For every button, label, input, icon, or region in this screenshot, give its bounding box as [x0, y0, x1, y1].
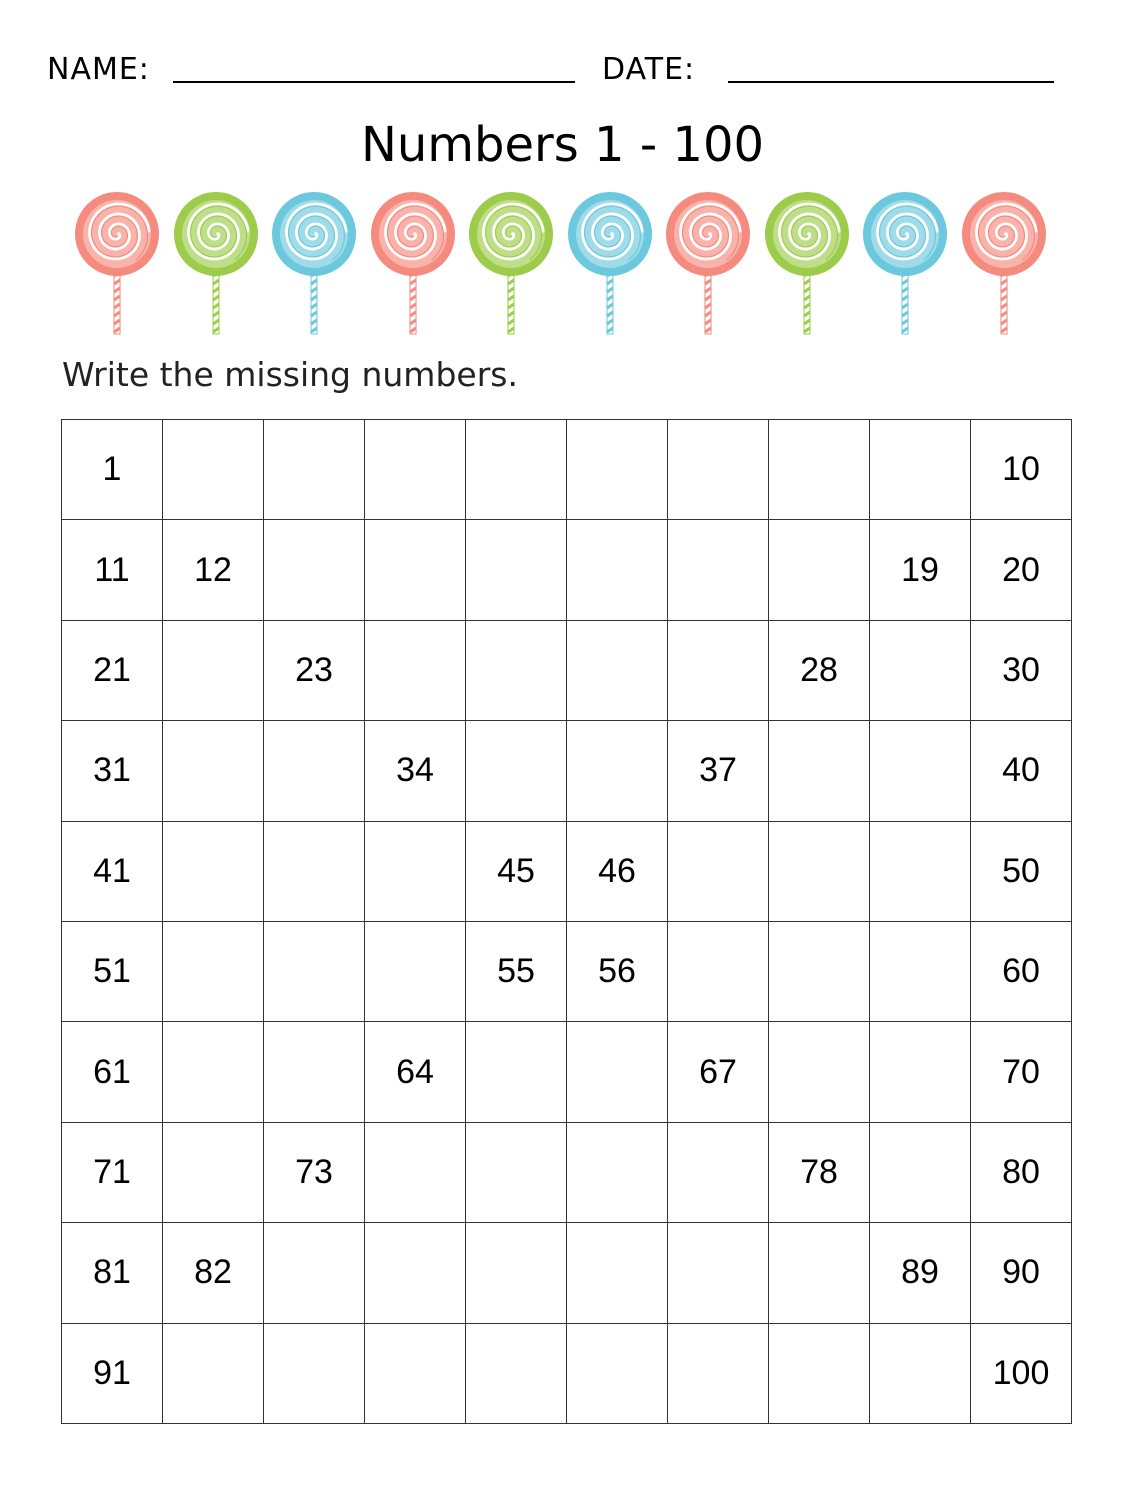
- grid-row: [62, 1122, 1072, 1222]
- grid-cell-blank[interactable]: [769, 520, 870, 620]
- grid-cell-number: 81: [62, 1223, 163, 1323]
- grid-row: [62, 921, 1072, 1021]
- grid-cell-blank[interactable]: [365, 1223, 466, 1323]
- grid-cell-blank[interactable]: [466, 620, 567, 720]
- grid-cell-blank[interactable]: [365, 821, 466, 921]
- grid-cell-blank[interactable]: [365, 520, 466, 620]
- grid-cell-number: 71: [62, 1122, 163, 1222]
- grid-cell-number: 34: [365, 721, 466, 821]
- grid-cell-number: 100: [971, 1323, 1072, 1423]
- grid-cell-blank[interactable]: [365, 420, 466, 520]
- grid-cell-blank[interactable]: [163, 1022, 264, 1122]
- date-field-line[interactable]: [728, 81, 1054, 83]
- lollipop-icon: [862, 190, 948, 336]
- grid-cell-blank[interactable]: [668, 1323, 769, 1423]
- grid-cell-blank[interactable]: [668, 921, 769, 1021]
- grid-cell-number: 40: [971, 721, 1072, 821]
- grid-cell-blank[interactable]: [264, 921, 365, 1021]
- lollipop-icon: [468, 190, 554, 336]
- grid-cell-blank[interactable]: [668, 821, 769, 921]
- page-title: Numbers 1 - 100: [360, 117, 765, 173]
- grid-cell-blank[interactable]: [365, 1323, 466, 1423]
- grid-cell-blank[interactable]: [769, 420, 870, 520]
- grid-cell-number: 55: [466, 921, 567, 1021]
- grid-cell-blank[interactable]: [365, 620, 466, 720]
- instruction-text: Write the missing numbers.: [62, 355, 518, 394]
- grid-cell-blank[interactable]: [769, 1323, 870, 1423]
- name-field-line[interactable]: [173, 81, 575, 83]
- grid-cell-number: 41: [62, 821, 163, 921]
- name-label: NAME:: [47, 52, 150, 87]
- header-row: [0, 48, 1125, 92]
- grid-cell-blank[interactable]: [769, 721, 870, 821]
- grid-cell-blank[interactable]: [264, 1223, 365, 1323]
- grid-row: [62, 821, 1072, 921]
- grid-cell-blank[interactable]: [870, 1122, 971, 1222]
- grid-cell-number: 46: [567, 821, 668, 921]
- grid-cell-number: 61: [62, 1022, 163, 1122]
- grid-cell-blank[interactable]: [466, 1223, 567, 1323]
- grid-cell-blank[interactable]: [870, 620, 971, 720]
- grid-cell-number: 73: [264, 1122, 365, 1222]
- grid-cell-blank[interactable]: [466, 520, 567, 620]
- grid-cell-blank[interactable]: [567, 1122, 668, 1222]
- grid-cell-blank[interactable]: [870, 1323, 971, 1423]
- grid-cell-number: 91: [62, 1323, 163, 1423]
- grid-cell-blank[interactable]: [668, 420, 769, 520]
- grid-cell-blank[interactable]: [870, 821, 971, 921]
- lollipop-icon: [173, 190, 259, 336]
- grid-cell-number: 31: [62, 721, 163, 821]
- grid-cell-blank[interactable]: [870, 420, 971, 520]
- grid-cell-blank[interactable]: [163, 921, 264, 1021]
- grid-cell-blank[interactable]: [769, 1022, 870, 1122]
- grid-cell-blank[interactable]: [264, 821, 365, 921]
- grid-cell-blank[interactable]: [365, 1122, 466, 1222]
- lollipop-icon: [370, 190, 456, 336]
- grid-cell-blank[interactable]: [870, 921, 971, 1021]
- lollipop-icon: [961, 190, 1047, 336]
- lollipop-icon: [74, 190, 160, 336]
- grid-cell-blank[interactable]: [769, 1223, 870, 1323]
- lollipop-icon: [665, 190, 751, 336]
- grid-cell-blank[interactable]: [668, 1223, 769, 1323]
- grid-cell-blank[interactable]: [163, 821, 264, 921]
- lollipop-icon: [764, 190, 850, 336]
- grid-cell-blank[interactable]: [163, 420, 264, 520]
- grid-cell-blank[interactable]: [567, 1223, 668, 1323]
- grid-cell-number: 50: [971, 821, 1072, 921]
- grid-cell-blank[interactable]: [567, 420, 668, 520]
- grid-cell-blank[interactable]: [567, 721, 668, 821]
- grid-cell-number: 37: [668, 721, 769, 821]
- grid-cell-number: 64: [365, 1022, 466, 1122]
- grid-cell-blank[interactable]: [264, 420, 365, 520]
- grid-cell-number: 21: [62, 620, 163, 720]
- grid-cell-blank[interactable]: [567, 1022, 668, 1122]
- lollipop-icon: [567, 190, 653, 336]
- grid-cell-blank[interactable]: [365, 921, 466, 1021]
- grid-cell-blank[interactable]: [668, 620, 769, 720]
- grid-cell-blank[interactable]: [163, 620, 264, 720]
- grid-cell-number: 82: [163, 1223, 264, 1323]
- grid-cell-blank[interactable]: [870, 1022, 971, 1122]
- grid-cell-blank[interactable]: [264, 1323, 365, 1423]
- grid-cell-number: 89: [870, 1223, 971, 1323]
- grid-row: [62, 420, 1072, 520]
- grid-cell-blank[interactable]: [567, 1323, 668, 1423]
- grid-row: [62, 520, 1072, 620]
- grid-cell-blank[interactable]: [466, 1122, 567, 1222]
- grid-cell-number: 90: [971, 1223, 1072, 1323]
- grid-cell-number: 70: [971, 1022, 1072, 1122]
- grid-cell-blank[interactable]: [264, 1022, 365, 1122]
- grid-cell-blank[interactable]: [567, 620, 668, 720]
- grid-cell-blank[interactable]: [466, 1323, 567, 1423]
- grid-cell-number: 1: [62, 420, 163, 520]
- grid-cell-number: 28: [769, 620, 870, 720]
- grid-cell-blank[interactable]: [264, 721, 365, 821]
- grid-cell-number: 45: [466, 821, 567, 921]
- hundred-chart-grid: [61, 419, 1072, 1424]
- grid-cell-number: 30: [971, 620, 1072, 720]
- grid-cell-blank[interactable]: [466, 1022, 567, 1122]
- lollipop-row: [74, 190, 1054, 336]
- grid-cell-number: 67: [668, 1022, 769, 1122]
- grid-cell-blank[interactable]: [668, 520, 769, 620]
- grid-cell-number: 19: [870, 520, 971, 620]
- grid-cell-number: 11: [62, 520, 163, 620]
- grid-row: [62, 1223, 1072, 1323]
- grid-cell-number: 60: [971, 921, 1072, 1021]
- grid-cell-blank[interactable]: [264, 520, 365, 620]
- grid-cell-number: 51: [62, 921, 163, 1021]
- grid-cell-blank[interactable]: [769, 921, 870, 1021]
- grid-row: [62, 1022, 1072, 1122]
- grid-cell-number: 23: [264, 620, 365, 720]
- grid-cell-blank[interactable]: [567, 520, 668, 620]
- grid-cell-blank[interactable]: [163, 721, 264, 821]
- grid-row: [62, 721, 1072, 821]
- grid-cell-blank[interactable]: [769, 821, 870, 921]
- grid-cell-number: 80: [971, 1122, 1072, 1222]
- grid-row: [62, 1323, 1072, 1423]
- grid-cell-blank[interactable]: [163, 1323, 264, 1423]
- grid-cell-number: 12: [163, 520, 264, 620]
- grid-cell-blank[interactable]: [668, 1122, 769, 1222]
- grid-cell-number: 56: [567, 921, 668, 1021]
- date-label: DATE:: [602, 52, 696, 87]
- grid-cell-number: 78: [769, 1122, 870, 1222]
- grid-cell-number: 20: [971, 520, 1072, 620]
- grid-cell-blank[interactable]: [163, 1122, 264, 1222]
- grid-cell-blank[interactable]: [466, 420, 567, 520]
- grid-cell-number: 10: [971, 420, 1072, 520]
- grid-cell-blank[interactable]: [466, 721, 567, 821]
- grid-cell-blank[interactable]: [870, 721, 971, 821]
- grid-row: [62, 620, 1072, 720]
- lollipop-icon: [271, 190, 357, 336]
